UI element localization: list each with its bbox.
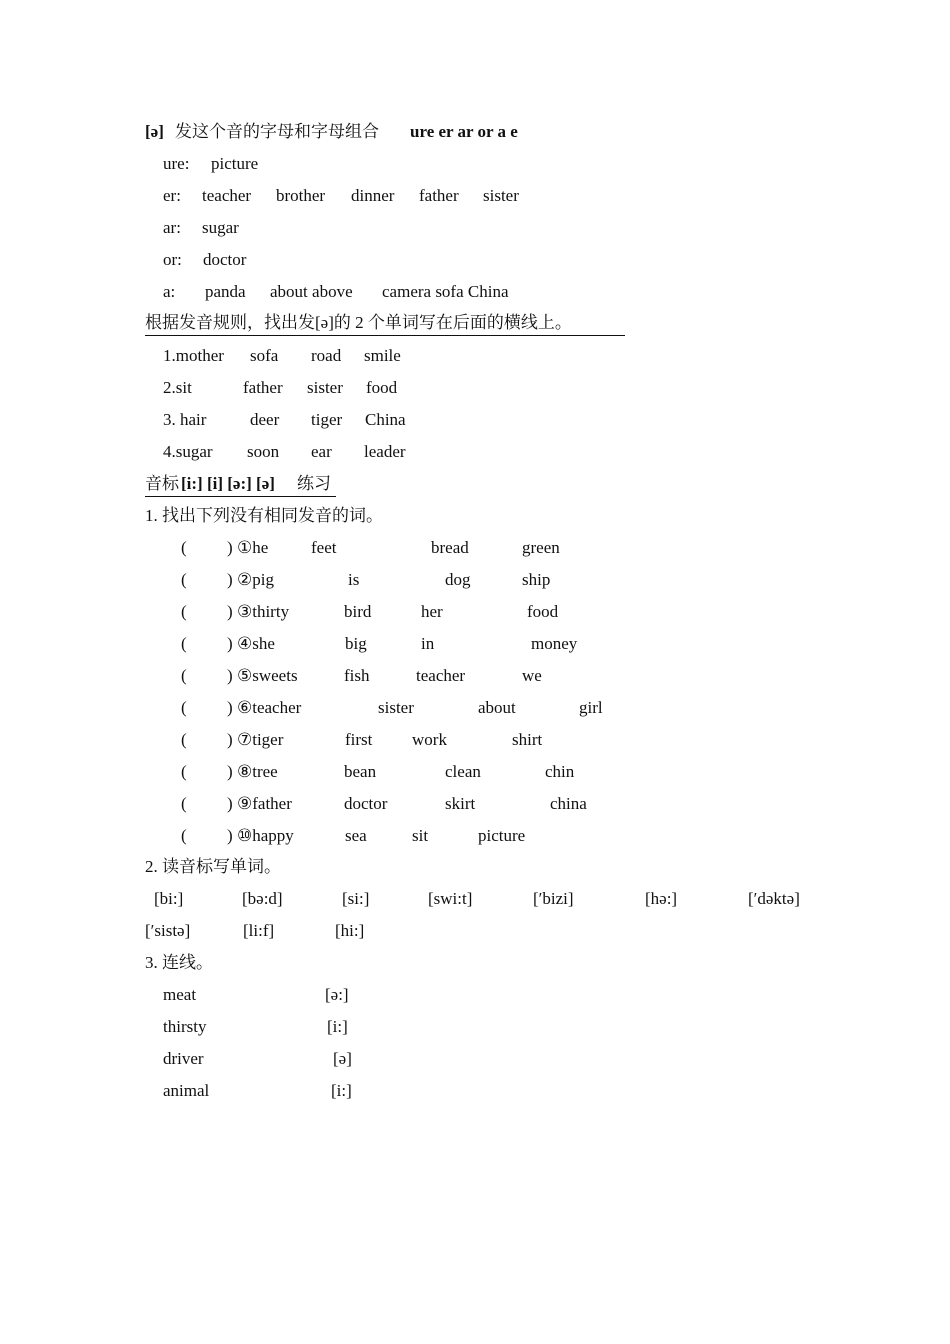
paren-close: ) [227, 730, 233, 749]
item-word: ③thirty [237, 602, 290, 621]
paren-open: ( [181, 730, 187, 749]
match-word[interactable]: meat [163, 985, 197, 1004]
practice-word: father [243, 378, 283, 397]
item-word: feet [311, 538, 337, 557]
practice-word: sister [307, 378, 343, 397]
match-symbol[interactable]: [ə:] [325, 985, 349, 1004]
match-word[interactable]: animal [163, 1081, 210, 1100]
paren-open: ( [181, 570, 187, 589]
item-word: dog [445, 570, 471, 589]
item-word: teacher [416, 666, 466, 685]
schwa-instruction: 根据发音规则，找出发[ə]的 2 个单词写在后面的横线上。 [145, 313, 625, 336]
practice-num: 3. hair [163, 410, 207, 429]
item-word: fish [344, 666, 370, 685]
paren-open: ( [181, 538, 187, 557]
row-word: about above [270, 282, 353, 301]
item-word: money [531, 634, 578, 653]
match-symbol[interactable]: [ə] [333, 1049, 352, 1068]
answer-blank[interactable] [190, 570, 224, 590]
answer-blank[interactable] [190, 698, 224, 718]
paren-close: ) [227, 794, 233, 813]
item-word: doctor [344, 794, 388, 813]
item-word: clean [445, 762, 481, 781]
item-word: ⑤sweets [237, 666, 298, 685]
practice-word: tiger [311, 410, 343, 429]
answer-blank[interactable] [190, 762, 224, 782]
paren-open: ( [181, 826, 187, 845]
paren-open: ( [181, 794, 187, 813]
exercise-title-suffix: 练习 [297, 474, 331, 493]
phonetic: [si:] [342, 889, 370, 908]
item-word: sit [412, 826, 429, 845]
item-word: ship [522, 570, 551, 589]
answer-blank[interactable] [190, 826, 224, 846]
practice-num: 4.sugar [163, 442, 213, 461]
practice-word: ear [311, 442, 332, 461]
item-word: work [412, 730, 447, 749]
row-word: teacher [202, 186, 252, 205]
phonetic: [swi:t] [428, 889, 473, 908]
item-word: food [527, 602, 559, 621]
item-word: ⑧tree [237, 762, 278, 781]
paren-open: ( [181, 634, 187, 653]
practice-word: soon [247, 442, 280, 461]
paren-close: ) [227, 762, 233, 781]
item-word: bread [431, 538, 469, 557]
row-label: or: [163, 250, 182, 269]
item-word: picture [478, 826, 526, 845]
paren-close: ) [227, 826, 233, 845]
row-label: ar: [163, 218, 181, 237]
row-word: picture [211, 154, 259, 173]
paren-close: ) [227, 666, 233, 685]
q1-title: 1. 找出下列没有相同发音的词。 [145, 506, 383, 525]
row-word: father [419, 186, 459, 205]
practice-word: food [366, 378, 398, 397]
answer-blank[interactable] [190, 602, 224, 622]
phonetic: [hə:] [645, 889, 678, 908]
item-word: bird [344, 602, 372, 621]
match-symbol[interactable]: [i:] [327, 1017, 348, 1036]
match-word[interactable]: driver [163, 1049, 204, 1068]
paren-open: ( [181, 762, 187, 781]
answer-blank[interactable] [190, 538, 224, 558]
row-word: sugar [202, 218, 239, 237]
paren-open: ( [181, 602, 187, 621]
item-word: her [421, 602, 443, 621]
item-word: sea [345, 826, 367, 845]
row-word: panda [205, 282, 246, 301]
phonetic: [bə:d] [242, 889, 283, 908]
row-word: dinner [351, 186, 395, 205]
item-word: chin [545, 762, 575, 781]
item-word: shirt [512, 730, 543, 749]
item-word: skirt [445, 794, 476, 813]
practice-word: leader [364, 442, 406, 461]
answer-blank[interactable] [190, 794, 224, 814]
item-word: sister [378, 698, 414, 717]
answer-blank[interactable] [190, 634, 224, 654]
row-word: sister [483, 186, 519, 205]
item-word: ⑨father [237, 794, 292, 813]
heading-symbol: [ə] [145, 122, 164, 141]
q3-title: 3. 连线。 [145, 953, 213, 972]
practice-word: China [365, 410, 406, 429]
match-word[interactable]: thirsty [163, 1017, 207, 1036]
item-word: ⑩happy [237, 826, 294, 845]
phonetic: [′dəktə] [748, 889, 800, 908]
item-word: about [478, 698, 516, 717]
practice-word: sofa [250, 346, 279, 365]
item-word: we [522, 666, 542, 685]
practice-word: deer [250, 410, 280, 429]
item-word: ④she [237, 634, 275, 653]
item-word: ⑦tiger [237, 730, 284, 749]
heading-text: 发这个音的字母和字母组合 [175, 122, 379, 141]
practice-num: 2.sit [163, 378, 192, 397]
phonetic: [′sistə] [145, 921, 191, 940]
phonetic: [li:f] [243, 921, 275, 940]
item-word: in [421, 634, 435, 653]
row-word: camera sofa China [382, 282, 509, 301]
answer-blank[interactable] [190, 666, 224, 686]
paren-close: ) [227, 570, 233, 589]
item-word: ②pig [237, 570, 274, 589]
paren-open: ( [181, 698, 187, 717]
item-word: ①he [237, 538, 269, 557]
exercise-title [145, 474, 336, 497]
phonetic: [hi:] [335, 921, 365, 940]
phonetic: [′bizi] [533, 889, 574, 908]
row-label: ure: [163, 154, 190, 173]
exercise-title-prefix: 音标 [145, 474, 179, 493]
practice-word: smile [364, 346, 401, 365]
phonetic: [bi:] [154, 889, 184, 908]
item-word: girl [579, 698, 603, 717]
item-word: green [522, 538, 560, 557]
row-word: doctor [203, 250, 247, 269]
answer-blank[interactable] [190, 730, 224, 750]
item-word: china [550, 794, 587, 813]
paren-close: ) [227, 634, 233, 653]
row-label: er: [163, 186, 181, 205]
item-word: first [345, 730, 373, 749]
paren-close: ) [227, 698, 233, 717]
item-word: ⑥teacher [237, 698, 302, 717]
item-word: big [345, 634, 367, 653]
paren-close: ) [227, 538, 233, 557]
practice-word: road [311, 346, 342, 365]
exercise-title-symbols: [i:] [i] [ə:] [ə] [181, 474, 275, 493]
q2-title: 2. 读音标写单词。 [145, 857, 281, 876]
item-word: is [348, 570, 360, 589]
paren-close: ) [227, 602, 233, 621]
heading-letters: ure er ar or a e [410, 122, 518, 141]
paren-open: ( [181, 666, 187, 685]
match-symbol[interactable]: [i:] [331, 1081, 352, 1100]
row-word: brother [276, 186, 326, 205]
item-word: bean [344, 762, 377, 781]
row-label: a: [163, 282, 176, 301]
practice-num: 1.mother [163, 346, 224, 365]
